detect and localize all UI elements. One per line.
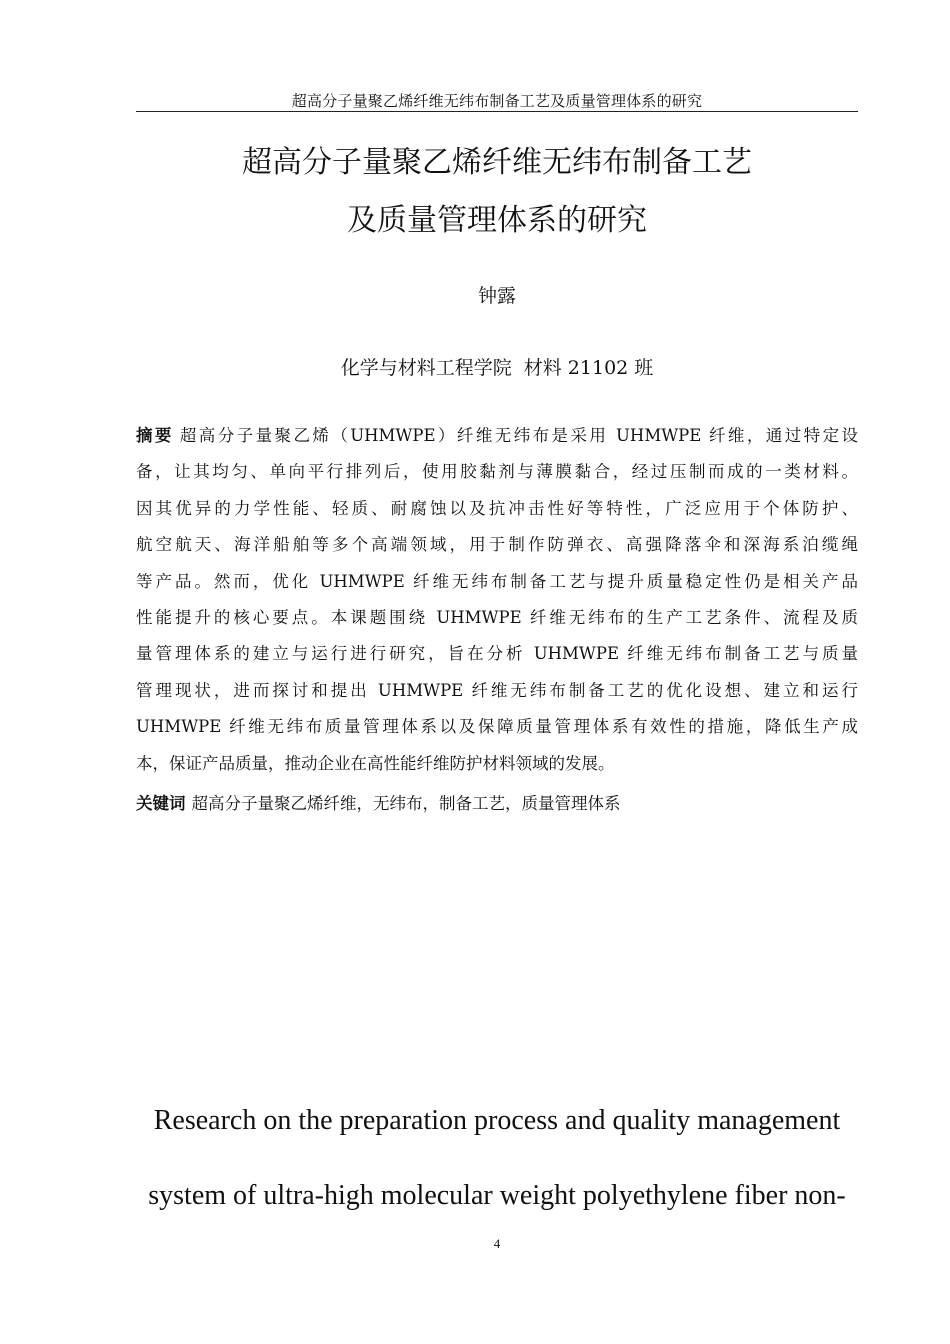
author-name: 钟露 bbox=[477, 285, 516, 307]
keywords-label: 关键词 bbox=[136, 794, 186, 813]
keywords-text: 超高分子量聚乙烯纤维，无纬布，制备工艺，质量管理体系 bbox=[191, 794, 621, 813]
paper-title-line-2: 及质量管理体系的研究 bbox=[347, 203, 647, 238]
english-title-line-2: system of ultra-high molecular weight polyethylene fiber non- bbox=[148, 1180, 846, 1211]
paper-title bbox=[100, 134, 894, 250]
keywords bbox=[136, 786, 858, 822]
abstract-line: 因其优异的力学性能、轻质、耐腐蚀以及抗冲击性好等特性，广泛应用于个体防护、 bbox=[136, 498, 858, 518]
paper-title-line-1: 超高分子量聚乙烯纤维无纬布制备工艺 bbox=[242, 145, 752, 180]
abstract-line: 摘要 超高分子量聚乙烯（UHMWPE）纤维无纬布是采用 UHMWPE 纤维，通过特定设 bbox=[136, 426, 859, 445]
abstract-line: 航空航天、海洋船舶等多个高端领域，用于制作防弹衣、高强降落伞和深海系泊缆绳 bbox=[136, 535, 858, 555]
abstract-line: 性能提升的核心要点。本课题围绕 UHMWPE 纤维无纬布的生产工艺条件、流程及质 bbox=[136, 608, 858, 628]
abstract-line: UHMWPE 纤维无纬布质量管理体系以及保障质量管理体系有效性的措施，降低生产成 bbox=[136, 717, 858, 737]
abstract-line: 量管理体系的建立与运行进行研究，旨在分析 UHMWPE 纤维无纬布制备工艺与质量 bbox=[136, 644, 858, 664]
abstract bbox=[136, 418, 858, 782]
header-rule bbox=[136, 111, 858, 112]
abstract-line: 本，保证产品质量，推动企业在高性能纤维防护材料领域的发展。 bbox=[136, 753, 615, 773]
page-number: 4 bbox=[493, 1236, 501, 1251]
abstract-label: 摘要 bbox=[136, 426, 174, 445]
abstract-line: 管理现状，进而探讨和提出 UHMWPE 纤维无纬布制备工艺的优化设想、建立和运行 bbox=[136, 680, 858, 700]
english-title-line-1: Research on the preparation process and quality management bbox=[153, 1105, 841, 1136]
abstract-line: 备，让其均匀、单向平行排列后，使用胶黏剂与薄膜黏合，经过压制而成的一类材料。 bbox=[136, 462, 858, 482]
abstract-line: 等产品。然而，优化 UHMWPE 纤维无纬布制备工艺与提升质量稳定性仍是相关产品 bbox=[136, 571, 858, 591]
english-title bbox=[100, 1083, 894, 1233]
author-affiliation: 化学与材料工程学院 材料 21102 班 bbox=[340, 357, 654, 379]
running-header: 超高分子量聚乙烯纤维无纬布制备工艺及质量管理体系的研究 bbox=[291, 92, 703, 110]
